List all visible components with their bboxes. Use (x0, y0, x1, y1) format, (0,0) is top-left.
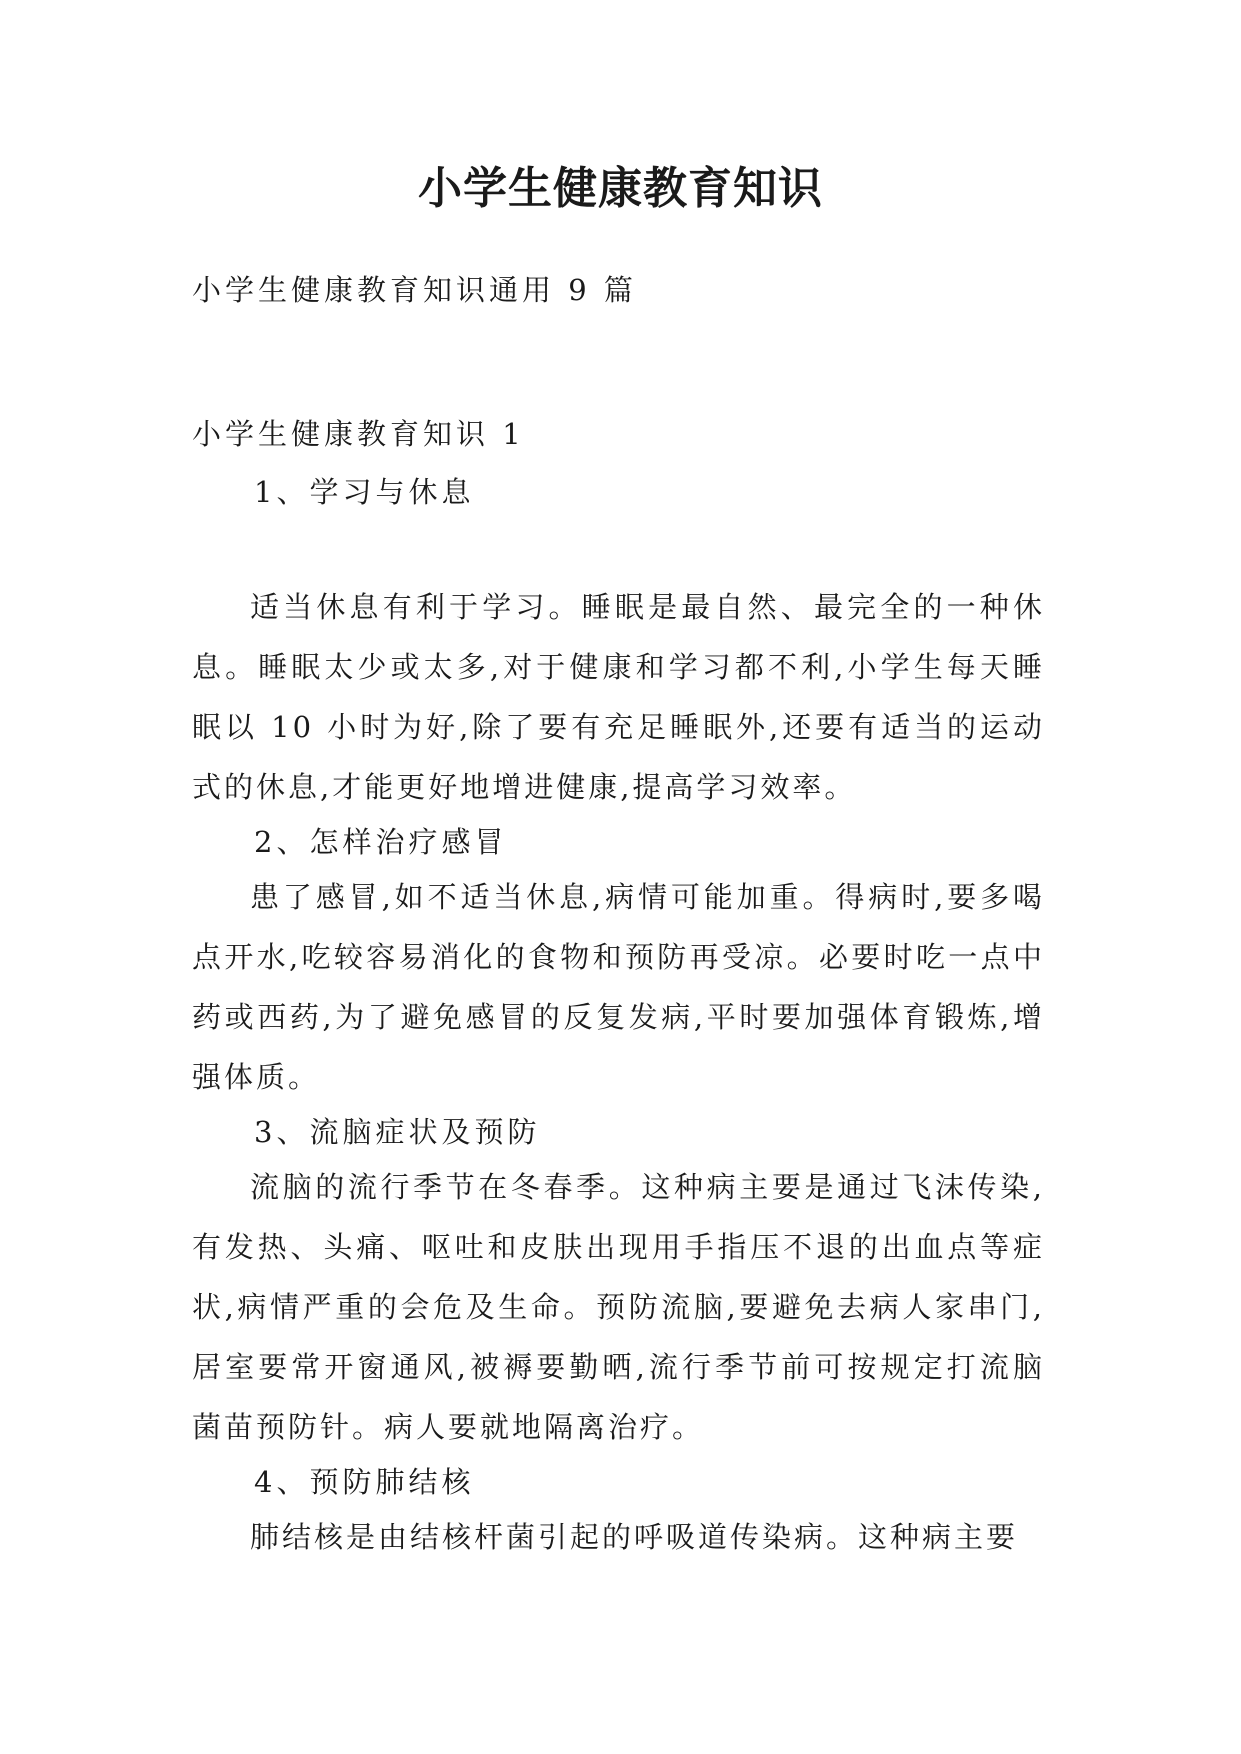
item-body-4: 肺结核是由结核杆菌引起的呼吸道传染病。这种病主要 (250, 1520, 1019, 1554)
item-heading-3: 3、流脑症状及预防 (254, 1115, 541, 1149)
item-heading-4: 4、预防肺结核 (254, 1465, 475, 1499)
section-heading: 小学生健康教育知识 1 (192, 417, 525, 451)
page-title: 小学生健康教育知识 (418, 163, 823, 214)
item-body-1: 适当休息有利于学习。睡眠是最自然、最完全的一种休息。睡眠太少或太多,对于健康和学习都不利,小学生每天睡眠以 10 小时为好,除了要有充足睡眠外,还要有适当的运动式的休息,才能更好地增进健康,提高学习效率。 (192, 590, 1045, 804)
item-body-3: 流脑的流行季节在冬春季。这种病主要是通过飞沫传染,有发热、头痛、呕吐和皮肤出现用手指压不退的出血点等症状,病情严重的会危及生命。预防流脑,要避免去病人家串门,居室要常开窗通风,被褥要勤晒,流行季节前可按规定打流脑菌苗预防针。病人要就地隔离治疗。 (192, 1170, 1045, 1444)
document-subtitle: 小学生健康教育知识通用 9 篇 (192, 273, 637, 307)
item-heading-1: 1、学习与休息 (254, 475, 475, 509)
item-heading-2: 2、怎样治疗感冒 (254, 825, 508, 859)
item-body-2: 患了感冒,如不适当休息,病情可能加重。得病时,要多喝点开水,吃较容易消化的食物和预防再受凉。必要时吃一点中药或西药,为了避免感冒的反复发病,平时要加强体育锻炼,增强体质。 (192, 880, 1045, 1094)
